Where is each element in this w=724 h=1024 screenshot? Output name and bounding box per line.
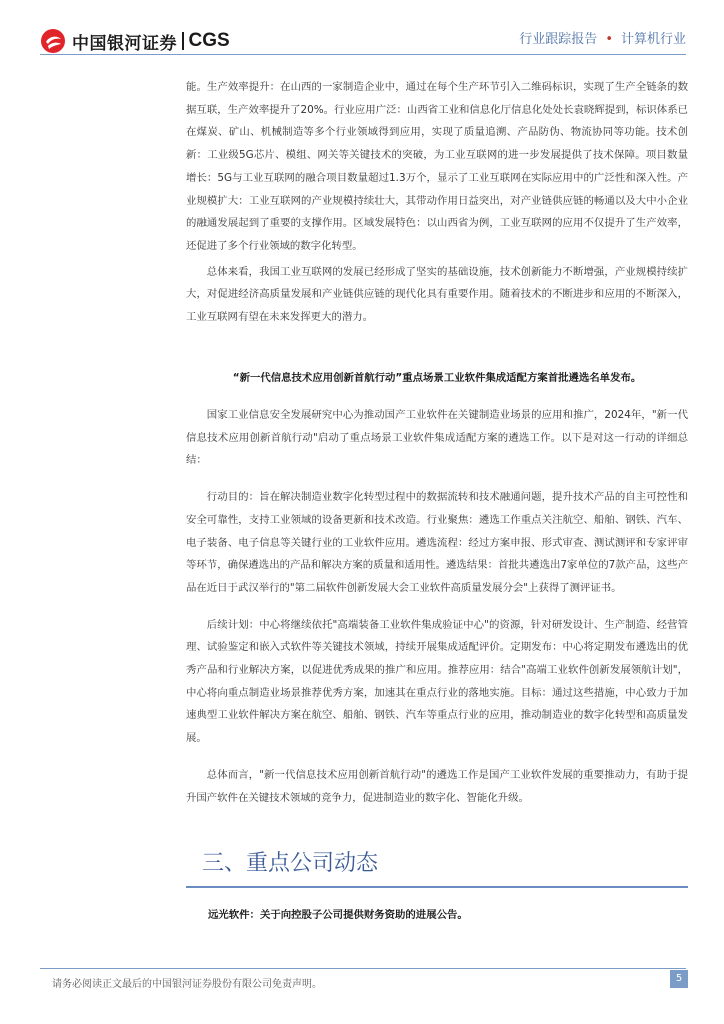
- brand-name-en: CGS: [188, 30, 230, 51]
- report-category: [519, 28, 686, 47]
- paragraph: 总体来看，我国工业互联网的发展已经形成了坚实的基础设施，技术创新能力不断增强，产业规模持续扩大，对促进经济高质量发展和产业链供应链的现代化具有重要作用。随着技术的不断进步和应用的不断深入，工业互联网有望在未来发挥更大的潜力。: [186, 265, 688, 324]
- header-separator: •: [605, 32, 613, 47]
- report-type-label: 行业跟踪报告: [519, 32, 598, 47]
- paragraph: 后续计划：中心将继续依托"高端装备工业软件集成验证中心"的资源，针对研发设计、生产制造、经营管理、试验鉴定和嵌入式软件等关键技术领域，持续开展集成适配评价。定期发布：中心将定期发布遴选出的优秀产品和行业解决方案，以促进优秀成果的推广和应用。推荐应用：结合"高端工业软件创新发展领航计划"，中心将向重点制造业场景推荐优秀方案，加速其在重点行业的落地实施。目标：通过这些措施，中心致力于加速典型工业软件解决方案在航空、船舶、钢铁、汽车等重点行业的应用，推动制造业的数字化转型和高质量发展。: [186, 618, 688, 745]
- paragraph: 行动目的：旨在解决制造业数字化转型过程中的数据流转和技术融通问题，提升技术产品的自主可控性和安全可靠性，支持工业领域的设备更新和技术改造。行业聚焦：遴选工作重点关注航空、船舶、钢铁、汽车、电子装备、电子信息等关键行业的工业软件应用。遴选流程：经过方案申报、形式审查、测试测评和专家评审等环节，确保遴选出的产品和解决方案的质量和适用性。遴选结果：首批共遴选出7家单位的7款产品，这些产品在近日于武汉举行的"第二届软件创新发展大会工业软件高质量发展分会"上获得了测评证书。: [186, 491, 688, 594]
- news-body: [186, 404, 688, 809]
- news-heading: “新一代信息技术应用创新首航行动”重点场景工业软件集成适配方案首批遴选名单发布。: [232, 372, 642, 384]
- paragraph: 总体而言，"新一代信息技术应用创新首航行动"的遴选工作是国产工业软件发展的重要推动力，有助于提升国产软件在关键技术领域的竞争力，促进制造业的数字化、智能化升级。: [186, 768, 688, 804]
- brand-divider: [182, 32, 184, 50]
- industry-label: 计算机行业: [620, 32, 686, 47]
- brand-logo: [40, 28, 230, 54]
- section-title: 三、重点公司动态: [202, 851, 379, 876]
- page-number: 5: [670, 970, 688, 988]
- page-header: [0, 0, 724, 62]
- brand-name-cn: 中国银河证券: [72, 33, 177, 54]
- paragraph: 能。生产效率提升：在山西的一家制造企业中，通过在每个生产环节引入二维码标识，实现了生产全链条的数据互联，生产效率提升了20%。行业应用广泛：山西省工业和信息化厅信息化处处长袁晓辉提到，标识体系已在煤炭、矿山、机械制造等多个行业领域得到应用，实现了质量追溯、产品防伪、物流协同等功能。技术创新：工业级5G芯片、模组、网关等关键技术的突破，为工业互联网的进一步发展提供了技术保障。项目数量增长：5G与工业互联网的融合项目数量超过1.3万个，显示了工业互联网在实际应用中的广泛性和深入性。产业规模扩大：工业互联网的产业规模持续壮大，其带动作用日益突出，对产业链供应链的畅通以及大中小企业的融通发展起到了重要的支撑作用。区域发展特色：以山西省为例，工业互联网的应用不仅提升了生产效率，还促进了多个行业领域的数字化转型。: [186, 81, 688, 252]
- main-content: [186, 76, 688, 329]
- paragraph: 国家工业信息安全发展研究中心为推动国产工业软件在关键制造业场景的应用和推广，2024年，"新一代信息技术应用创新首航行动"启动了重点场景工业软件集成适配方案的遴选工作。以下是对这一行动的详细总结：: [186, 409, 688, 467]
- company-news-item: 远光软件：关于向控股子公司提供财务资助的进展公告。: [208, 909, 468, 921]
- section-divider: [186, 886, 688, 888]
- footer-divider: [40, 968, 686, 969]
- cgs-logo-icon: [40, 28, 66, 54]
- footer-disclaimer: 请务必阅读正文最后的中国银河证券股份有限公司免责声明。: [52, 979, 322, 990]
- header-divider: [40, 54, 686, 55]
